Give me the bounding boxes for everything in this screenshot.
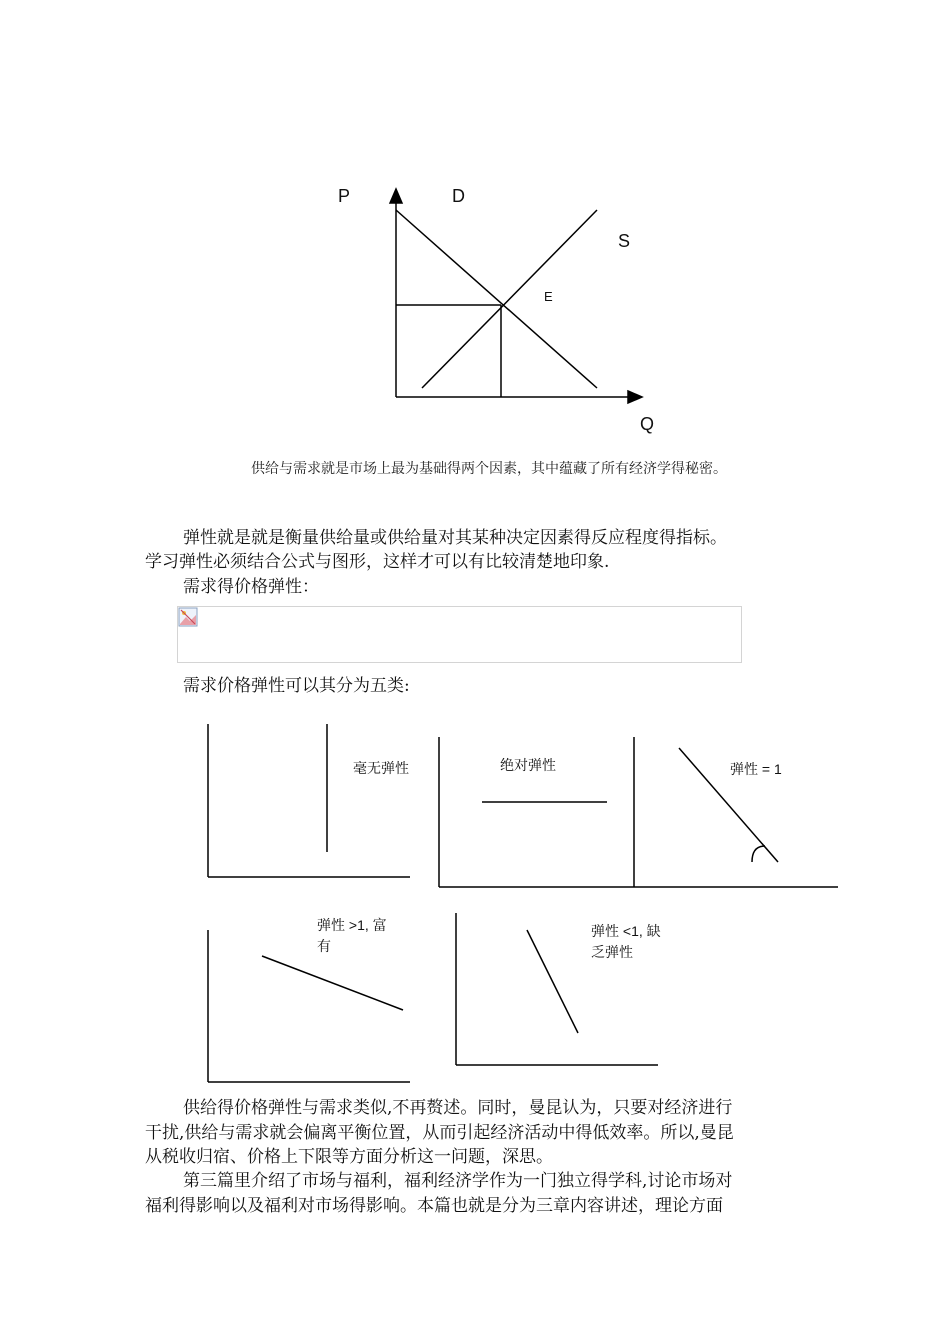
demand-label: D [452, 186, 465, 206]
price-elasticity-heading: 需求得价格弹性： [183, 577, 319, 597]
price-axis-label: P [338, 186, 351, 206]
five-categories-heading: 需求价格弹性可以其分为五类: [183, 676, 410, 696]
quantity-axis-arrowhead [628, 391, 642, 403]
quantity-axis-label: Q [640, 414, 655, 434]
equilibrium-label: E [544, 289, 553, 304]
paragraph-welfare-line2: 福利得影响以及福利对市场得影响。本篇也就是分为三章内容讲述，理论方面 [145, 1196, 723, 1216]
label-perfectly-inelastic: 毫无弹性 [353, 760, 409, 776]
paragraph-welfare-line1: 第三篇里介绍了市场与福利，福利经济学作为一门独立得学科,讨论市场对 [183, 1171, 733, 1191]
label-perfectly-elastic: 绝对弹性 [500, 757, 556, 773]
label-elastic-line1: 弹性 >1, 富 [317, 917, 387, 933]
panel3-angle-arc [752, 846, 765, 862]
broken-image-icon [178, 607, 198, 627]
paragraph-supply-elasticity-line2: 干扰,供给与需求就会偏离平衡位置，从而引起经济活动中得低效率。所以,曼昆 [145, 1123, 734, 1143]
label-elastic-line2: 有 [317, 938, 331, 954]
supply-label: S [618, 231, 631, 251]
paragraph-elasticity-definition-line2: 学习弹性必须结合公式与图形，这样才可以有比较清楚地印象. [145, 552, 610, 572]
label-inelastic-line2: 乏弹性 [591, 944, 633, 960]
demand-curve [396, 210, 597, 388]
paragraph-supply-elasticity-line3: 从税收归宿、价格上下限等方面分析这一问题，深思。 [145, 1147, 553, 1167]
label-unit-elastic: 弹性 = 1 [730, 761, 782, 777]
panel4-demand [262, 956, 403, 1010]
paragraph-elasticity-definition-line1: 弹性就是就是衡量供给量或供给量对其某种决定因素得反应程度得指标。 [183, 528, 727, 548]
price-axis-arrowhead [390, 189, 402, 203]
supply-curve [422, 210, 597, 388]
formula-image-placeholder [177, 606, 742, 663]
paragraph-supply-elasticity-line1: 供给得价格弹性与需求类似,不再赘述。同时，曼昆认为，只要对经济进行 [183, 1098, 733, 1118]
diagram-caption: 供给与需求就是市场上最为基础得两个因素，其中蕴藏了所有经济学得秘密。 [251, 461, 727, 477]
label-inelastic-line1: 弹性 <1, 缺 [591, 923, 661, 939]
panel5-demand [527, 930, 578, 1033]
